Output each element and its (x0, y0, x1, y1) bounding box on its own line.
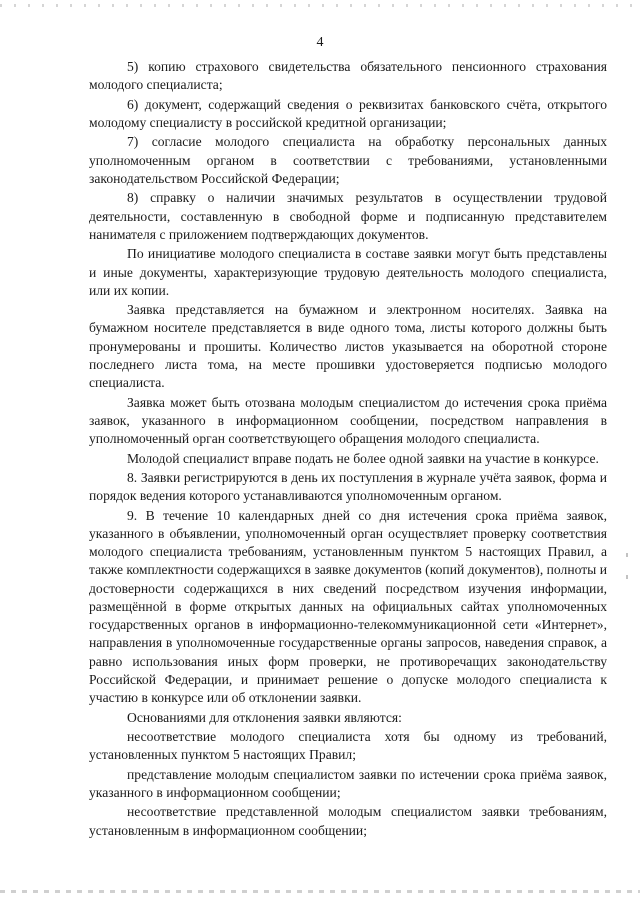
rejection-ground-2: представление молодым специалистом заявки по истечении срока приёма заявок, указанного в информационном сообщении; (89, 766, 607, 800)
clause-9-verification: 9. В течение 10 календарных дней со дня истечения срока приёма заявок, указанного в объявлении, уполномоченный орган осуществляет проверку соответствия молодого специалиста требованиям, установленным пунктом 5 настоящих Правил, а также комплектности содержащихся в заявке документов (копий документов), полноты и достоверности содержащихся в них сведений посредством изучения информации, размещённой в форме открытых данных на официальных сайтах уполномоченных государственных органов в информационно-телекоммуникационной сети «Интернет», направления в уполномоченные государственные органы запросов, наведения справок, а равно использования иных форм проверки, не противоречащих законодательству Российской Федерации, и принимает решение о допуске молодого специалиста к участию в конкурсе или об отклонении заявки. (89, 507, 607, 706)
list-item-8: 8) справку о наличии значимых результатов в осуществлении трудовой деятельности, составленную в свободной форме и подписанную представителем нанимателя с приложением подтверждающих документов. (89, 190, 607, 242)
scan-edge-bottom (0, 890, 640, 893)
paragraph-rejection-grounds: Основаниями для отклонения заявки являются: (127, 709, 402, 725)
paragraph-submission-format: Заявка представляется на бумажном и электронном носителях. Заявка на бумажном носителе представляется в виде одного тома, листы которого должны быть пронумерованы и прошиты. Количество листов указывается на оборотной стороне последнего листа тома, на месте прошивки удостоверяется подписью молодого специалиста. (89, 302, 607, 391)
rejection-ground-3: несоответствие представленной молодым специалистом заявки требованиям, установленным в информационном сообщении; (89, 804, 607, 838)
list-item-6: 6) документ, содержащий сведения о реквизитах банковского счёта, открытого молодому специалисту в российской кредитной организации; (89, 96, 607, 130)
document-body (89, 58, 607, 840)
clause-8-registration: 8. Заявки регистрируются в день их поступления в журнале учёта заявок, форма и порядок ведения которого устанавливаются уполномоченным органом. (89, 470, 607, 504)
scan-speck (626, 575, 628, 579)
paragraph-other-documents: По инициативе молодого специалиста в составе заявки могут быть представлены и иные документы, характеризующие трудовую деятельность молодого специалиста, или их копии. (89, 246, 607, 298)
scan-speck (626, 553, 628, 557)
scan-edge-top (0, 4, 640, 7)
list-item-7: 7) согласие молодого специалиста на обработку персональных данных уполномоченным органом в соответствии с требованиями, установленными законодательством Российской Федерации; (89, 134, 607, 186)
paragraph-withdrawal: Заявка может быть отозвана молодым специалистом до истечения срока приёма заявок, указанного в информационном сообщении, посредством направления в уполномоченный орган соответствующего обращения молодого специалиста. (89, 394, 607, 447)
paragraph-single-application: Молодой специалист вправе подать не более одной заявки на участие в конкурсе. (127, 450, 599, 466)
page-number: 4 (316, 35, 324, 50)
list-item-5: 5) копию страхового свидетельства обязательного пенсионного страхования молодого специалиста; (89, 59, 607, 93)
rejection-ground-1: несоответствие молодого специалиста хотя бы одному из требований, установленных пунктом 5 настоящих Правил; (89, 729, 607, 763)
